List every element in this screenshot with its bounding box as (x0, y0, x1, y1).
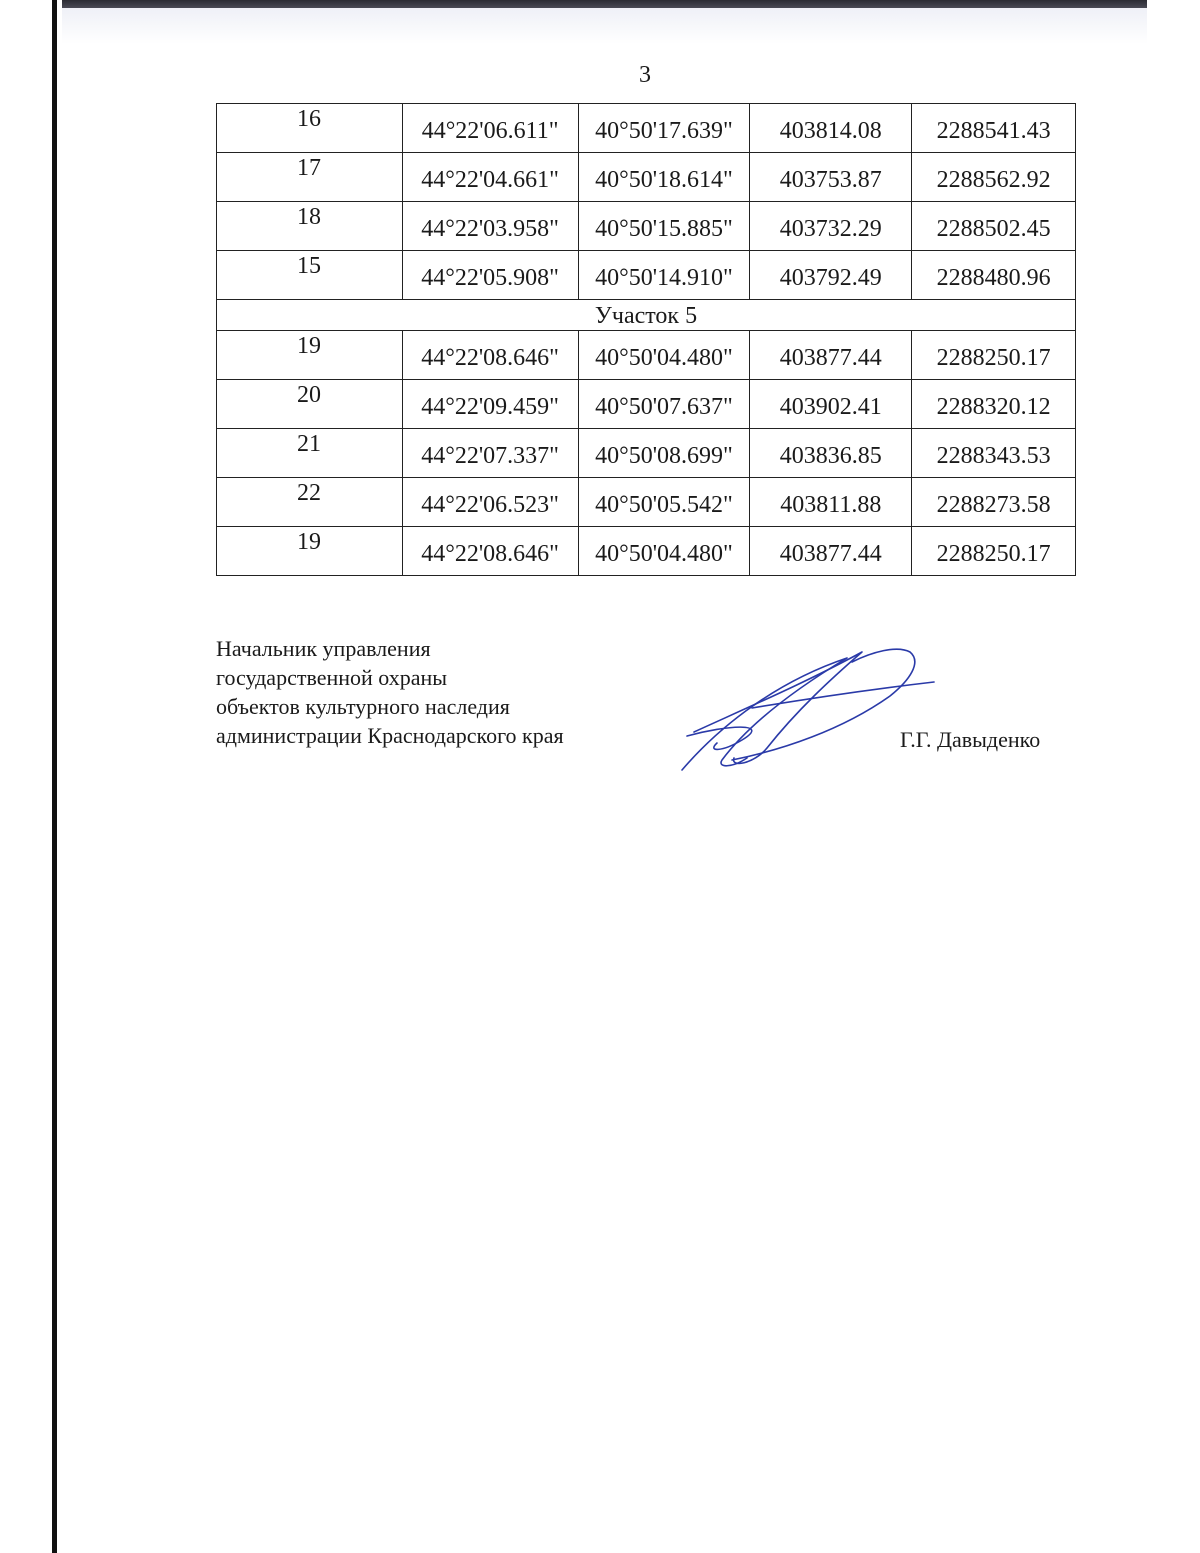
latitude-cell: 44°22'08.646" (402, 527, 578, 576)
coordinates-table-body (217, 104, 1076, 576)
x-coordinate-cell: 403836.85 (750, 429, 912, 478)
handwritten-signature (672, 640, 942, 780)
table-row (217, 429, 1076, 478)
longitude-cell: 40°50'07.637" (578, 380, 750, 429)
point-number-cell: 21 (217, 429, 403, 478)
point-number-cell: 20 (217, 380, 403, 429)
longitude-cell: 40°50'05.542" (578, 478, 750, 527)
table-row (217, 331, 1076, 380)
y-coordinate-cell: 2288273.58 (912, 478, 1076, 527)
latitude-cell: 44°22'05.908" (402, 251, 578, 300)
table-row (217, 380, 1076, 429)
latitude-cell: 44°22'09.459" (402, 380, 578, 429)
point-number-cell: 18 (217, 202, 403, 251)
scan-left-edge (52, 0, 57, 1553)
x-coordinate-cell: 403877.44 (750, 527, 912, 576)
longitude-cell: 40°50'04.480" (578, 527, 750, 576)
longitude-cell: 40°50'08.699" (578, 429, 750, 478)
longitude-cell: 40°50'17.639" (578, 104, 750, 153)
latitude-cell: 44°22'04.661" (402, 153, 578, 202)
x-coordinate-cell: 403811.88 (750, 478, 912, 527)
signatory-title-line: администрации Краснодарского края (216, 723, 564, 748)
table-row (217, 527, 1076, 576)
latitude-cell: 44°22'08.646" (402, 331, 578, 380)
y-coordinate-cell: 2288562.92 (912, 153, 1076, 202)
point-number-cell: 17 (217, 153, 403, 202)
coordinates-table (216, 103, 1076, 576)
page-number: 3 (639, 62, 651, 88)
table-row (217, 104, 1076, 153)
x-coordinate-cell: 403792.49 (750, 251, 912, 300)
longitude-cell: 40°50'15.885" (578, 202, 750, 251)
point-number-cell: 15 (217, 251, 403, 300)
latitude-cell: 44°22'06.523" (402, 478, 578, 527)
scan-top-edge (62, 0, 1147, 8)
y-coordinate-cell: 2288502.45 (912, 202, 1076, 251)
signatory-title (216, 634, 564, 750)
x-coordinate-cell: 403753.87 (750, 153, 912, 202)
y-coordinate-cell: 2288541.43 (912, 104, 1076, 153)
x-coordinate-cell: 403814.08 (750, 104, 912, 153)
longitude-cell: 40°50'14.910" (578, 251, 750, 300)
point-number-cell: 19 (217, 331, 403, 380)
y-coordinate-cell: 2288250.17 (912, 527, 1076, 576)
table-row (217, 153, 1076, 202)
section-header-row (217, 300, 1076, 331)
y-coordinate-cell: 2288250.17 (912, 331, 1076, 380)
longitude-cell: 40°50'04.480" (578, 331, 750, 380)
table-row (217, 251, 1076, 300)
signatory-title-line: объектов культурного наследия (216, 694, 510, 719)
table-row (217, 202, 1076, 251)
latitude-cell: 44°22'03.958" (402, 202, 578, 251)
x-coordinate-cell: 403877.44 (750, 331, 912, 380)
latitude-cell: 44°22'06.611" (402, 104, 578, 153)
point-number-cell: 16 (217, 104, 403, 153)
signatory-title-line: государственной охраны (216, 665, 448, 690)
section-title: Участок 5 (217, 300, 1076, 331)
longitude-cell: 40°50'18.614" (578, 153, 750, 202)
y-coordinate-cell: 2288343.53 (912, 429, 1076, 478)
point-number-cell: 19 (217, 527, 403, 576)
y-coordinate-cell: 2288320.12 (912, 380, 1076, 429)
y-coordinate-cell: 2288480.96 (912, 251, 1076, 300)
table-row (217, 478, 1076, 527)
scan-top-haze (62, 8, 1147, 44)
x-coordinate-cell: 403732.29 (750, 202, 912, 251)
signatory-name: Г.Г. Давыденко (900, 727, 1041, 752)
x-coordinate-cell: 403902.41 (750, 380, 912, 429)
latitude-cell: 44°22'07.337" (402, 429, 578, 478)
point-number-cell: 22 (217, 478, 403, 527)
signatory-title-line: Начальник управления (216, 636, 431, 661)
